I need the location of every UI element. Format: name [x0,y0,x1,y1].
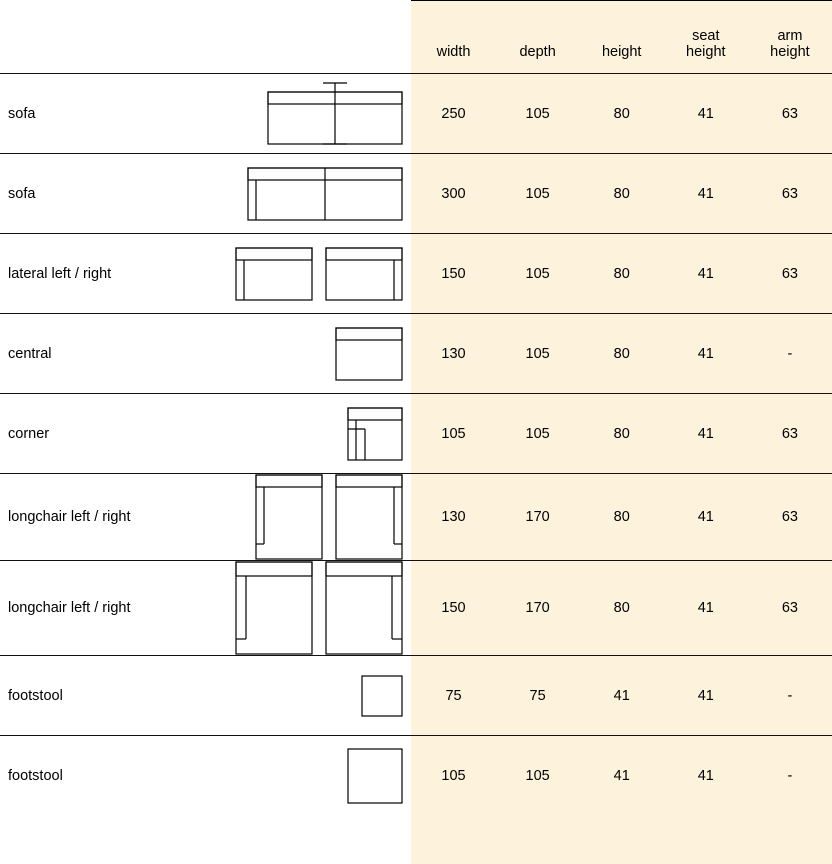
row-width: 105 [411,736,495,816]
row-label: central [0,314,210,394]
row-label: longchair left / right [0,561,210,656]
row-depth: 105 [496,736,580,816]
row-seat-height: 41 [664,656,748,736]
row-height: 41 [580,736,664,816]
table-row [0,394,832,474]
table-row [0,74,832,154]
row-depth: 105 [496,314,580,394]
column-header-arm-height-line1: arm [777,27,803,44]
row-seat-height: 41 [664,74,748,154]
row-height: 80 [580,234,664,314]
table-row [0,314,832,394]
column-header-depth: depth [519,44,556,61]
row-arm-height: - [748,314,832,394]
row-width: 105 [411,394,495,474]
row-figure [210,234,411,314]
row-label: lateral left / right [0,234,210,314]
footstool-small-plan-icon [361,675,403,717]
row-figure [210,474,411,561]
column-header-seat-height [664,1,748,74]
row-height: 80 [580,474,664,561]
lateral-left-right-plan-icon [235,247,403,301]
row-seat-height: 41 [664,736,748,816]
row-label: footstool [0,736,210,816]
table-row [0,561,832,656]
central-plan-icon [335,327,403,381]
row-label: sofa [0,74,210,154]
column-header-seat-height-line1: seat [692,27,720,44]
row-width: 150 [411,234,495,314]
row-depth: 75 [496,656,580,736]
corner-plan-icon [347,407,403,461]
row-height: 80 [580,394,664,474]
table-row [0,474,832,561]
sofa-2seat-plan-icon [267,82,403,146]
row-width: 130 [411,474,495,561]
row-height: 80 [580,314,664,394]
row-height: 80 [580,154,664,234]
header-labels-row [0,1,832,74]
row-width: 130 [411,314,495,394]
row-arm-height: - [748,736,832,816]
row-height: 80 [580,561,664,656]
row-figure [210,154,411,234]
row-height: 80 [580,74,664,154]
column-header-figure [210,1,411,74]
row-width: 75 [411,656,495,736]
column-header-height: height [601,44,642,61]
row-depth: 105 [496,394,580,474]
row-arm-height: 63 [748,154,832,234]
row-seat-height: 41 [664,314,748,394]
row-seat-height: 41 [664,394,748,474]
row-depth: 105 [496,74,580,154]
row-arm-height: 63 [748,74,832,154]
row-label: sofa [0,154,210,234]
row-figure [210,74,411,154]
table-row [0,234,832,314]
row-label: corner [0,394,210,474]
row-height: 41 [580,656,664,736]
row-depth: 170 [496,561,580,656]
table-body [0,74,832,816]
footstool-large-plan-icon [347,748,403,804]
row-width: 300 [411,154,495,234]
row-seat-height: 41 [664,474,748,561]
row-label: longchair left / right [0,474,210,561]
longchair-small-plan-icon [255,474,403,560]
column-header-arm-height-line2: height [770,44,810,61]
row-arm-height: 63 [748,474,832,561]
row-arm-height: 63 [748,234,832,314]
row-arm-height: 63 [748,561,832,656]
row-seat-height: 41 [664,234,748,314]
row-label: footstool [0,656,210,736]
table-row [0,736,832,816]
row-arm-height: 63 [748,394,832,474]
row-figure [210,736,411,816]
column-header-arm-height [748,1,832,74]
table-row [0,154,832,234]
sofa-3seat-plan-icon [247,167,403,221]
row-figure [210,561,411,656]
row-width: 150 [411,561,495,656]
row-seat-height: 41 [664,561,748,656]
row-figure [210,394,411,474]
row-depth: 105 [496,234,580,314]
column-header-seat-height-line2: height [686,44,726,61]
row-arm-height: - [748,656,832,736]
column-header-label [0,1,210,74]
row-seat-height: 41 [664,154,748,234]
row-width: 250 [411,74,495,154]
row-figure [210,314,411,394]
table-row [0,656,832,736]
row-depth: 170 [496,474,580,561]
longchair-large-plan-icon [235,561,403,655]
row-figure [210,656,411,736]
row-depth: 105 [496,154,580,234]
column-header-width: width [436,44,471,61]
table-header [0,0,832,74]
